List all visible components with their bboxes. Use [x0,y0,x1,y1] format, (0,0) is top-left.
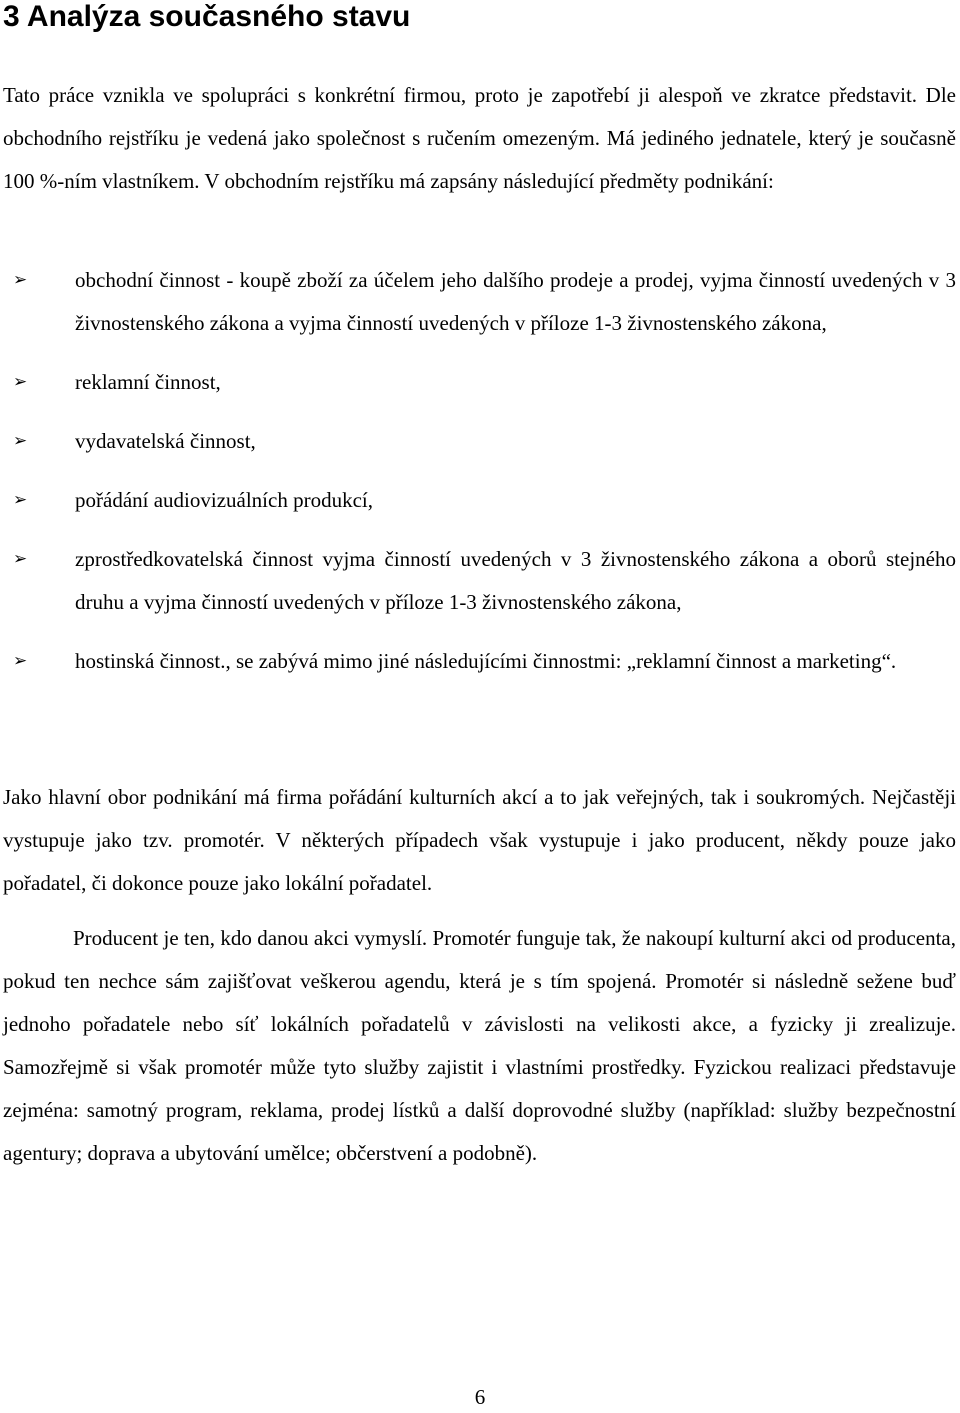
main-field-paragraph: Jako hlavní obor podnikání má firma pořádání kulturních akcí a to jak veřejných, tak i soukromých. Nejčastěji vystupuje jako tzv. promotér. V některých případech však vystupuje i jako producent, někdy pouze jako pořadatel, či dokonce pouze jako lokální pořadatel. [3,785,956,895]
section-heading: 3 Analýza současného stavu [3,0,411,33]
list-item [3,361,956,404]
list-item-text: reklamní činnost, [75,370,221,394]
list-item-text: obchodní činnost - koupě zboží za účelem jeho dalšího prodeje a prodej, vyjma činností uvedených v 3 živnostenského zákona a vyjma činností uvedených v příloze 1-3 živnostenského zákona, [75,268,956,335]
arrowhead-bullet-icon: ➢ [13,549,28,569]
arrowhead-bullet-icon: ➢ [13,270,28,290]
page-number: 6 [474,1385,486,1409]
producer-paragraph: Producent je ten, kdo danou akci vymyslí. Promotér funguje tak, že nakoupí kulturní akci od producenta, pokud ten nechce sám zajišťovat veškerou agendu, která je s tím spojená. Promotér si následně sežene buď jednoho pořadatele nebo síť lokálních pořadatelů v závislosti na velikosti akce, a fyzicky ji zrealizuje. Samozřejmě si však promotér může tyto služby zajistit i vlastními prostředky. Fyzickou realizaci představuje zejména: samotný program, reklama, prodej lístků a další doprovodné služby (například: služby bezpečnostní agentury; doprava a ubytování umělce; občerstvení a podobně). [3,926,956,1165]
arrowhead-bullet-icon: ➢ [13,651,28,671]
list-item-text: hostinská činnost., se zabývá mimo jiné následujícími činnostmi: „reklamní činnost a marketing“. [75,649,897,673]
list-item-text: vydavatelská činnost, [75,429,256,453]
arrowhead-bullet-icon: ➢ [13,431,28,451]
list-item [3,420,956,463]
list-item [3,259,956,345]
list-item [3,640,956,683]
list-item [3,479,956,522]
business-activities-list [3,259,956,699]
intro-paragraph: Tato práce vznikla ve spolupráci s konkrétní firmou, proto je zapotřebí ji alespoň ve zkratce představit. Dle obchodního rejstříku je vedená jako společnost s ručením omezeným. Má jediného jednatele, který je současně 100 %-ním vlastníkem. V obchodním rejstříku má zapsány následující předměty podnikání: [3,83,956,193]
list-item-text: zprostředkovatelská činnost vyjma činností uvedených v 3 živnostenského zákona a oborů stejného druhu a vyjma činností uvedených v příloze 1-3 živnostenského zákona, [75,547,956,614]
list-item-text: pořádání audiovizuálních produkcí, [75,488,373,512]
list-item [3,538,956,624]
arrowhead-bullet-icon: ➢ [13,372,28,392]
arrowhead-bullet-icon: ➢ [13,490,28,510]
